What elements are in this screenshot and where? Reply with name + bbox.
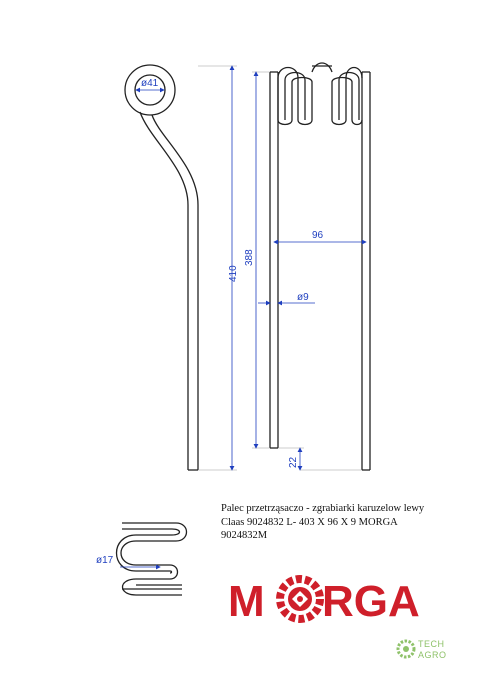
eye-diameter-label: ø41 (141, 78, 159, 89)
techagro-watermark (396, 636, 466, 662)
logo-m: M (228, 577, 265, 626)
watermark-line-2: AGRO (418, 650, 447, 660)
total-length-dimension (198, 66, 239, 470)
gear-icon (280, 579, 320, 619)
wire-diameter-label: ø9 (297, 292, 309, 303)
end-offset-dimension (278, 448, 362, 470)
side-view-tine (125, 65, 198, 470)
gear-icon (398, 641, 414, 657)
logo-text: RGA (322, 577, 420, 626)
morga-logo (228, 569, 438, 629)
eye-diameter-dimension (136, 78, 164, 90)
caption-line-3: 9024832M (221, 530, 268, 541)
coil-view (117, 523, 187, 595)
end-offset-label: 22 (288, 456, 299, 468)
front-view-tine (270, 63, 370, 470)
product-caption (221, 502, 471, 543)
total-length-label: 410 (228, 265, 239, 282)
caption-line-2: Claas 9024832 L- 403 X 96 X 9 MORGA (221, 516, 398, 528)
leg-length-dimension (244, 72, 270, 448)
leg-length-label: 388 (244, 249, 255, 266)
caption-line-1: Palec przetrząsaczo - zgrabiarki karuzelow lewy (221, 503, 425, 514)
width-label: 96 (312, 230, 324, 241)
watermark-line-1: TECH (418, 639, 445, 649)
width-dimension (274, 230, 366, 242)
wire-diameter-dimension (258, 292, 315, 303)
coil-diameter-label: ø17 (96, 555, 114, 566)
